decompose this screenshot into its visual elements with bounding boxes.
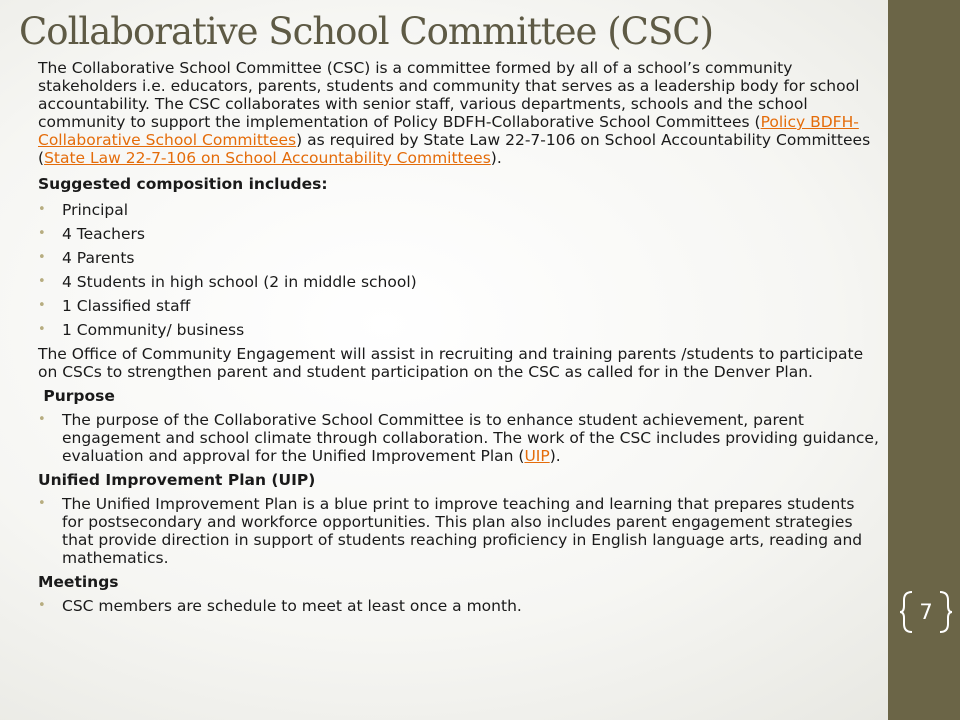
meetings-heading: Meetings — [38, 573, 119, 591]
intro-text-3: ). — [490, 149, 502, 167]
composition-item: • 1 Community/ business — [38, 321, 880, 339]
purpose-text-2: ). — [549, 447, 561, 465]
composition-item: • 4 Students in high school (2 in middle school) — [38, 273, 880, 291]
composition-item: • 4 Teachers — [38, 225, 880, 243]
slide-title: Collaborative School Committee (CSC) — [19, 10, 714, 53]
uip-item: • The Unified Improvement Plan is a blue print to improve teaching and learning that prepares students for postsecondary and workforce opportunities. This plan also includes parent engagement strategies that provide direction in support of students reaching proficiency in English language arts, reading and mathematics. — [38, 495, 880, 567]
engagement-paragraph: The Office of Community Engagement will assist in recruiting and training parents /students to participate on CSCs to strengthen parent and student participation on the CSC as called for in the Denver Plan. — [38, 345, 864, 381]
state-law-link[interactable]: State Law 22-7-106 on School Accountability Committees — [44, 149, 491, 167]
purpose-item — [38, 411, 880, 465]
intro-text-2: ) as required by State Law 22-7-106 on School Accountability Committees ( — [38, 131, 871, 167]
composition-item: • Principal — [38, 201, 880, 219]
uip-heading: Unified Improvement Plan (UIP) — [38, 471, 316, 489]
composition-item: • 4 Parents — [38, 249, 880, 267]
composition-item: • 1 Classified staff — [38, 297, 880, 315]
intro-paragraph — [38, 59, 880, 167]
meetings-item: • CSC members are schedule to meet at least once a month. — [38, 597, 880, 615]
page-number: 7 — [919, 600, 933, 624]
purpose-text-1: The purpose of the Collaborative School Committee is to enhance student achievement, parent engagement and school climate through collaboration. The work of the CSC includes providing guidance, evaluation and approval for the Unified Improvement Plan ( — [62, 411, 879, 465]
intro-text-1: The Collaborative School Committee (CSC) is a committee formed by all of a school’s community stakeholders i.e. educators, parents, students and community that serves as a leadership body for school accountability. The CSC collaborates with senior staff, various departments, schools and the school community to support the implementation of Policy BDFH-Collaborative School Committees ( — [38, 59, 860, 131]
purpose-heading: Purpose — [38, 387, 115, 405]
page-number-badge — [900, 590, 952, 634]
uip-link[interactable]: UIP — [524, 447, 550, 465]
policy-bdfh-link[interactable]: Policy BDFH-Collaborative School Committees — [38, 113, 859, 149]
slide-body — [38, 59, 880, 615]
composition-heading: Suggested composition includes: — [38, 175, 328, 193]
